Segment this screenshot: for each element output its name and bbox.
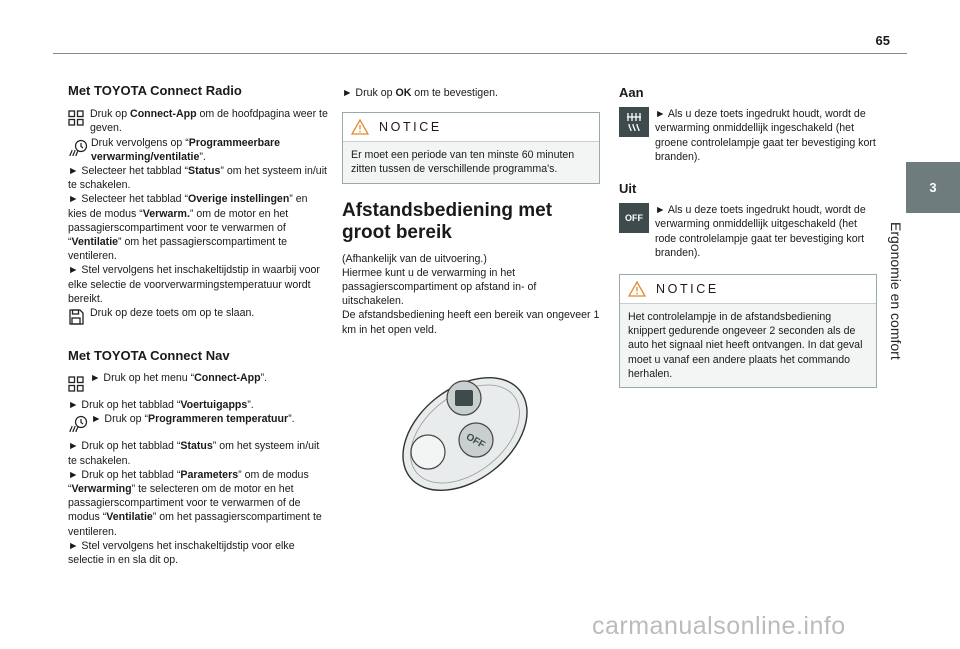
- warning-triangle-icon: [628, 281, 646, 297]
- notice-body: [620, 304, 876, 387]
- nav-step-3-text: ► Druk op “Programmeren temperatuur”.: [91, 413, 295, 426]
- radio-step-6: [68, 306, 328, 325]
- heading-nav: Met TOYOTA Connect Nav: [68, 348, 230, 364]
- heading-off: Uit: [619, 181, 637, 197]
- remote-para-2: Hiermee kunt u de verwarming in het passagierscompartiment op afstand in- of uitschakelen.: [342, 266, 537, 308]
- nav-step-6: ► Stel vervolgens het inschakeltijdstip voor elke selectie in en sla dit op.: [68, 539, 295, 567]
- column-3: [619, 86, 877, 388]
- warning-triangle-icon: [351, 119, 369, 135]
- nav-step-2: ► Druk op het tabblad “Voertuigapps”.: [68, 399, 254, 412]
- notice-title: NOTICE: [379, 120, 442, 135]
- nav-step-3: [68, 412, 328, 433]
- notice-box-1: [342, 112, 600, 183]
- notice-body: Er moet een periode van ten minste 60 minuten zitten tussen de verschillende programma's.: [343, 142, 599, 182]
- nav-step-4: ► Druk op het tabblad “Status” om het systeem in/uit te schakelen.: [68, 440, 320, 467]
- page-number: 65: [875, 33, 890, 48]
- notice-header: [343, 113, 599, 142]
- chapter-tab-number: 3: [929, 179, 937, 195]
- radio-step-1-text: Druk op Connect-App om de hoofdpagina weer te geven.: [90, 108, 328, 135]
- watermark: carmanualsonline.info: [592, 612, 846, 640]
- chapter-title-text: Ergonomie en comfort: [888, 222, 904, 360]
- nav-step-1: [68, 373, 328, 392]
- off-icon: OFF: [619, 203, 649, 233]
- nav-step-5: ► Druk op het tabblad “Parameters” om de modus “Verwarming” te selecteren om de motor en het passagierscompartiment voor te verwarmen of de modus “Ventilatie” om het passagierscompartiment te ventileren.: [68, 468, 322, 538]
- radio-step-3: ► Selecteer het tabblad “Status” om het systeem in/uit te schakelen.: [68, 165, 327, 192]
- remote-off-label: OFF: [463, 431, 487, 452]
- save-icon: [68, 309, 84, 325]
- on-description: [619, 107, 877, 164]
- chapter-tab[interactable]: [906, 162, 960, 212]
- radio-step-6-text: Druk op deze toets om op te slaan.: [90, 307, 255, 320]
- radio-step-2-text: Druk vervolgens op “Programmeerbare verwarming/ventilatie”.: [91, 136, 281, 163]
- column-2: [342, 86, 600, 452]
- radio-step-4: ► Selecteer het tabblad “Overige instellingen” en kies de modus “Verwarm.” om de motor en het passagierscompartiment voor te verwarmen of “Ventilatie” om het passagierscompartiment te ventileren.: [68, 193, 308, 263]
- notice-box-2: [619, 274, 877, 388]
- header-rule: [53, 53, 907, 54]
- confirm-step: ► Druk op OK om te bevestigen.: [342, 87, 498, 99]
- remote-para-3: De afstandsbediening heeft een bereik van ongeveer 1 km in het open veld.: [342, 309, 600, 336]
- apps-grid-icon: [68, 376, 84, 392]
- column-1: [68, 84, 328, 567]
- chapter-title: [886, 222, 908, 372]
- heater-icon: [619, 107, 649, 137]
- radio-step-1: [68, 107, 328, 135]
- off-text: ► Als u deze toets ingedrukt houdt, wordt de verwarming onmiddellijk uitgeschakeld (het rode controlelampje gaat ter bevestiging kort branden).: [655, 204, 866, 259]
- heading-remote: Afstandsbediening met groot bereik: [342, 199, 553, 243]
- remote-para-1: (Afhankelijk van de uitvoering.): [342, 252, 487, 265]
- remote-control-illustration: [390, 364, 540, 504]
- apps-grid-icon: [68, 110, 84, 126]
- radio-step-2: [68, 136, 328, 164]
- nav-step-1-text: ► Druk op het menu “Connect-App”.: [90, 372, 268, 385]
- off-description: [619, 203, 877, 260]
- heating-clock-icon: [68, 139, 88, 157]
- on-text: ► Als u deze toets ingedrukt houdt, wordt de verwarming onmiddellijk ingeschakeld (het groene controlelampje gaat ter bevestiging kort branden).: [655, 108, 876, 163]
- notice-title: NOTICE: [656, 281, 719, 296]
- chapter-tab-rule: [906, 212, 960, 213]
- notice-line-1: Het controlelampje in de afstandsbediening knippert gedurende ongeveer 2 seconden als de auto het signaal niet heeft ontvangen. In dat geval: [628, 311, 863, 352]
- heading-on: Aan: [619, 85, 644, 100]
- notice-header: [620, 275, 876, 304]
- notice-line-2: moet u vanaf een andere plaats het commando herhalen.: [628, 353, 851, 380]
- heating-clock-icon: [68, 415, 88, 433]
- radio-step-5: ► Stel vervolgens het inschakeltijdstip in waarbij voor elke selectie de voorverwarmingstemperatuur wordt bereikt.: [68, 264, 320, 305]
- heading-radio: Met TOYOTA Connect Radio: [68, 83, 242, 98]
